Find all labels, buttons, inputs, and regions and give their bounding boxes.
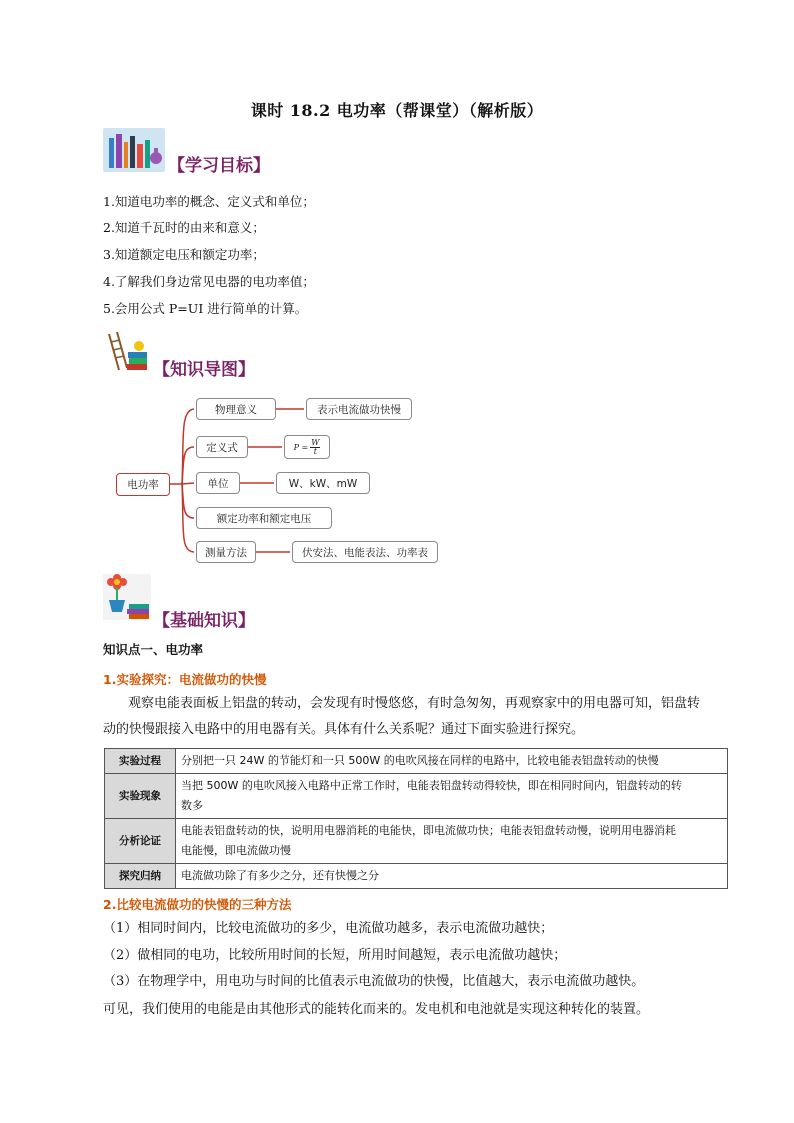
leaf-label: W、kW、mW [288,477,358,490]
formula-denominator: t [313,446,317,456]
page-title: 课时 18.2 电功率（帮课堂）（解析版） [250,101,544,120]
table-cell [176,864,728,889]
table-row-label: 实验过程 [105,749,176,774]
table-cell [176,819,728,864]
cell-line: 分别把一只 24W 的节能灯和一只 500W 的电吹风接在同样的电路中，比较电能表铝盘转动的快慢 [181,754,659,767]
conclusion-text: 可见，我们使用的电能是由其他形式的能转化而来的。发电机和电池就是实现这种转化的装置。 [103,1002,650,1017]
table-row-label: 探究归纳 [105,864,176,889]
table-row-label: 实验现象 [105,774,176,819]
mindmap-branch [196,507,332,529]
method-item: （3）在物理学中，用电功与时间的比值表示电流做功的快慢，比值越大，表示电流做功越快。 [103,974,645,989]
branch-label: 单位 [207,477,229,490]
goal-item: 3.知道额定电压和额定功率； [103,247,265,262]
formula-numerator: W [311,437,320,447]
subheading-methods: 2.比较电流做功的快慢的三种方法 [103,897,292,912]
table-row [105,864,728,889]
mindmap-root-label: 电功率 [127,479,159,491]
goal-item: 4.了解我们身边常见电器的电功率值； [103,274,315,289]
cell-line: 当把 500W 的电吹风接入电路中正常工作时，电能表铝盘转动得较快，即在相同时间内，铝盘转动的转 [181,779,682,792]
intro-line: 动的快慢跟接入电路中的用电器有关。具体有什么关系呢？通过下面实验进行探究。 [103,722,585,737]
method-item: （1）相同时间内，比较电流做功的多少，电流做功越多，表示电流做功越快； [103,921,554,936]
table-row [105,774,728,819]
table-row [105,749,728,774]
intro-line: 观察电能表面板上铝盘的转动，会发现有时慢悠悠，有时急匆匆，再观察家中的用电器可知，铝盘转 [128,696,701,711]
cell-line: 电流做功除了有多少之分，还有快慢之分 [181,869,379,882]
mindmap-branch [196,541,256,563]
table-row-label: 分析论证 [105,819,176,864]
mindmap-leaf [276,472,370,494]
method-item: （2）做相同的电功，比较所用时间的长短，所用时间越短，表示电流做功越快； [103,948,567,963]
branch-label: 物理意义 [215,403,257,416]
mindmap-branch [196,398,276,420]
leaf-label: 伏安法、电能表法、功率表 [302,546,428,559]
table-cell [176,774,728,819]
formula-fraction [310,439,320,456]
cell-line: 数多 [181,799,203,812]
mindmap-formula-box [284,435,330,459]
cell-line: 电能慢，即电流做功慢 [181,844,291,857]
section-heading-goals: 【学习目标】 [168,156,270,176]
formula-lhs: P = [293,442,309,452]
branch-label: 定义式 [206,441,238,454]
goal-item: 2.知道千瓦时的由来和意义； [103,220,265,235]
knowledge-point-title: 知识点一、电功率 [103,642,204,657]
subheading-experiment: 1.实验探究：电流做功的快慢 [103,672,267,687]
section-heading-basic: 【基础知识】 [153,611,255,631]
section-heading-map: 【知识导图】 [153,360,255,380]
table-row [105,819,728,864]
leaf-label: 表示电流做功快慢 [317,403,401,416]
flower-pot-icon [103,574,151,620]
mindmap-leaf [292,541,438,563]
mindmap-root [116,473,170,496]
mindmap-branch [196,472,240,494]
experiment-table [104,748,728,889]
branch-label: 额定功率和额定电压 [216,512,312,525]
table-cell [176,749,728,774]
goal-item: 5.会用公式 P=UI 进行简单的计算。 [103,301,308,316]
cell-line: 电能表铝盘转动的快，说明用电器消耗的电能快，即电流做功快；电能表铝盘转动慢，说明用电器消耗 [181,824,676,837]
goal-item: 1.知道电功率的概念、定义式和单位； [103,194,315,209]
branch-label: 测量方法 [205,546,247,559]
mindmap-branch [196,436,248,458]
mindmap-leaf [306,398,412,420]
